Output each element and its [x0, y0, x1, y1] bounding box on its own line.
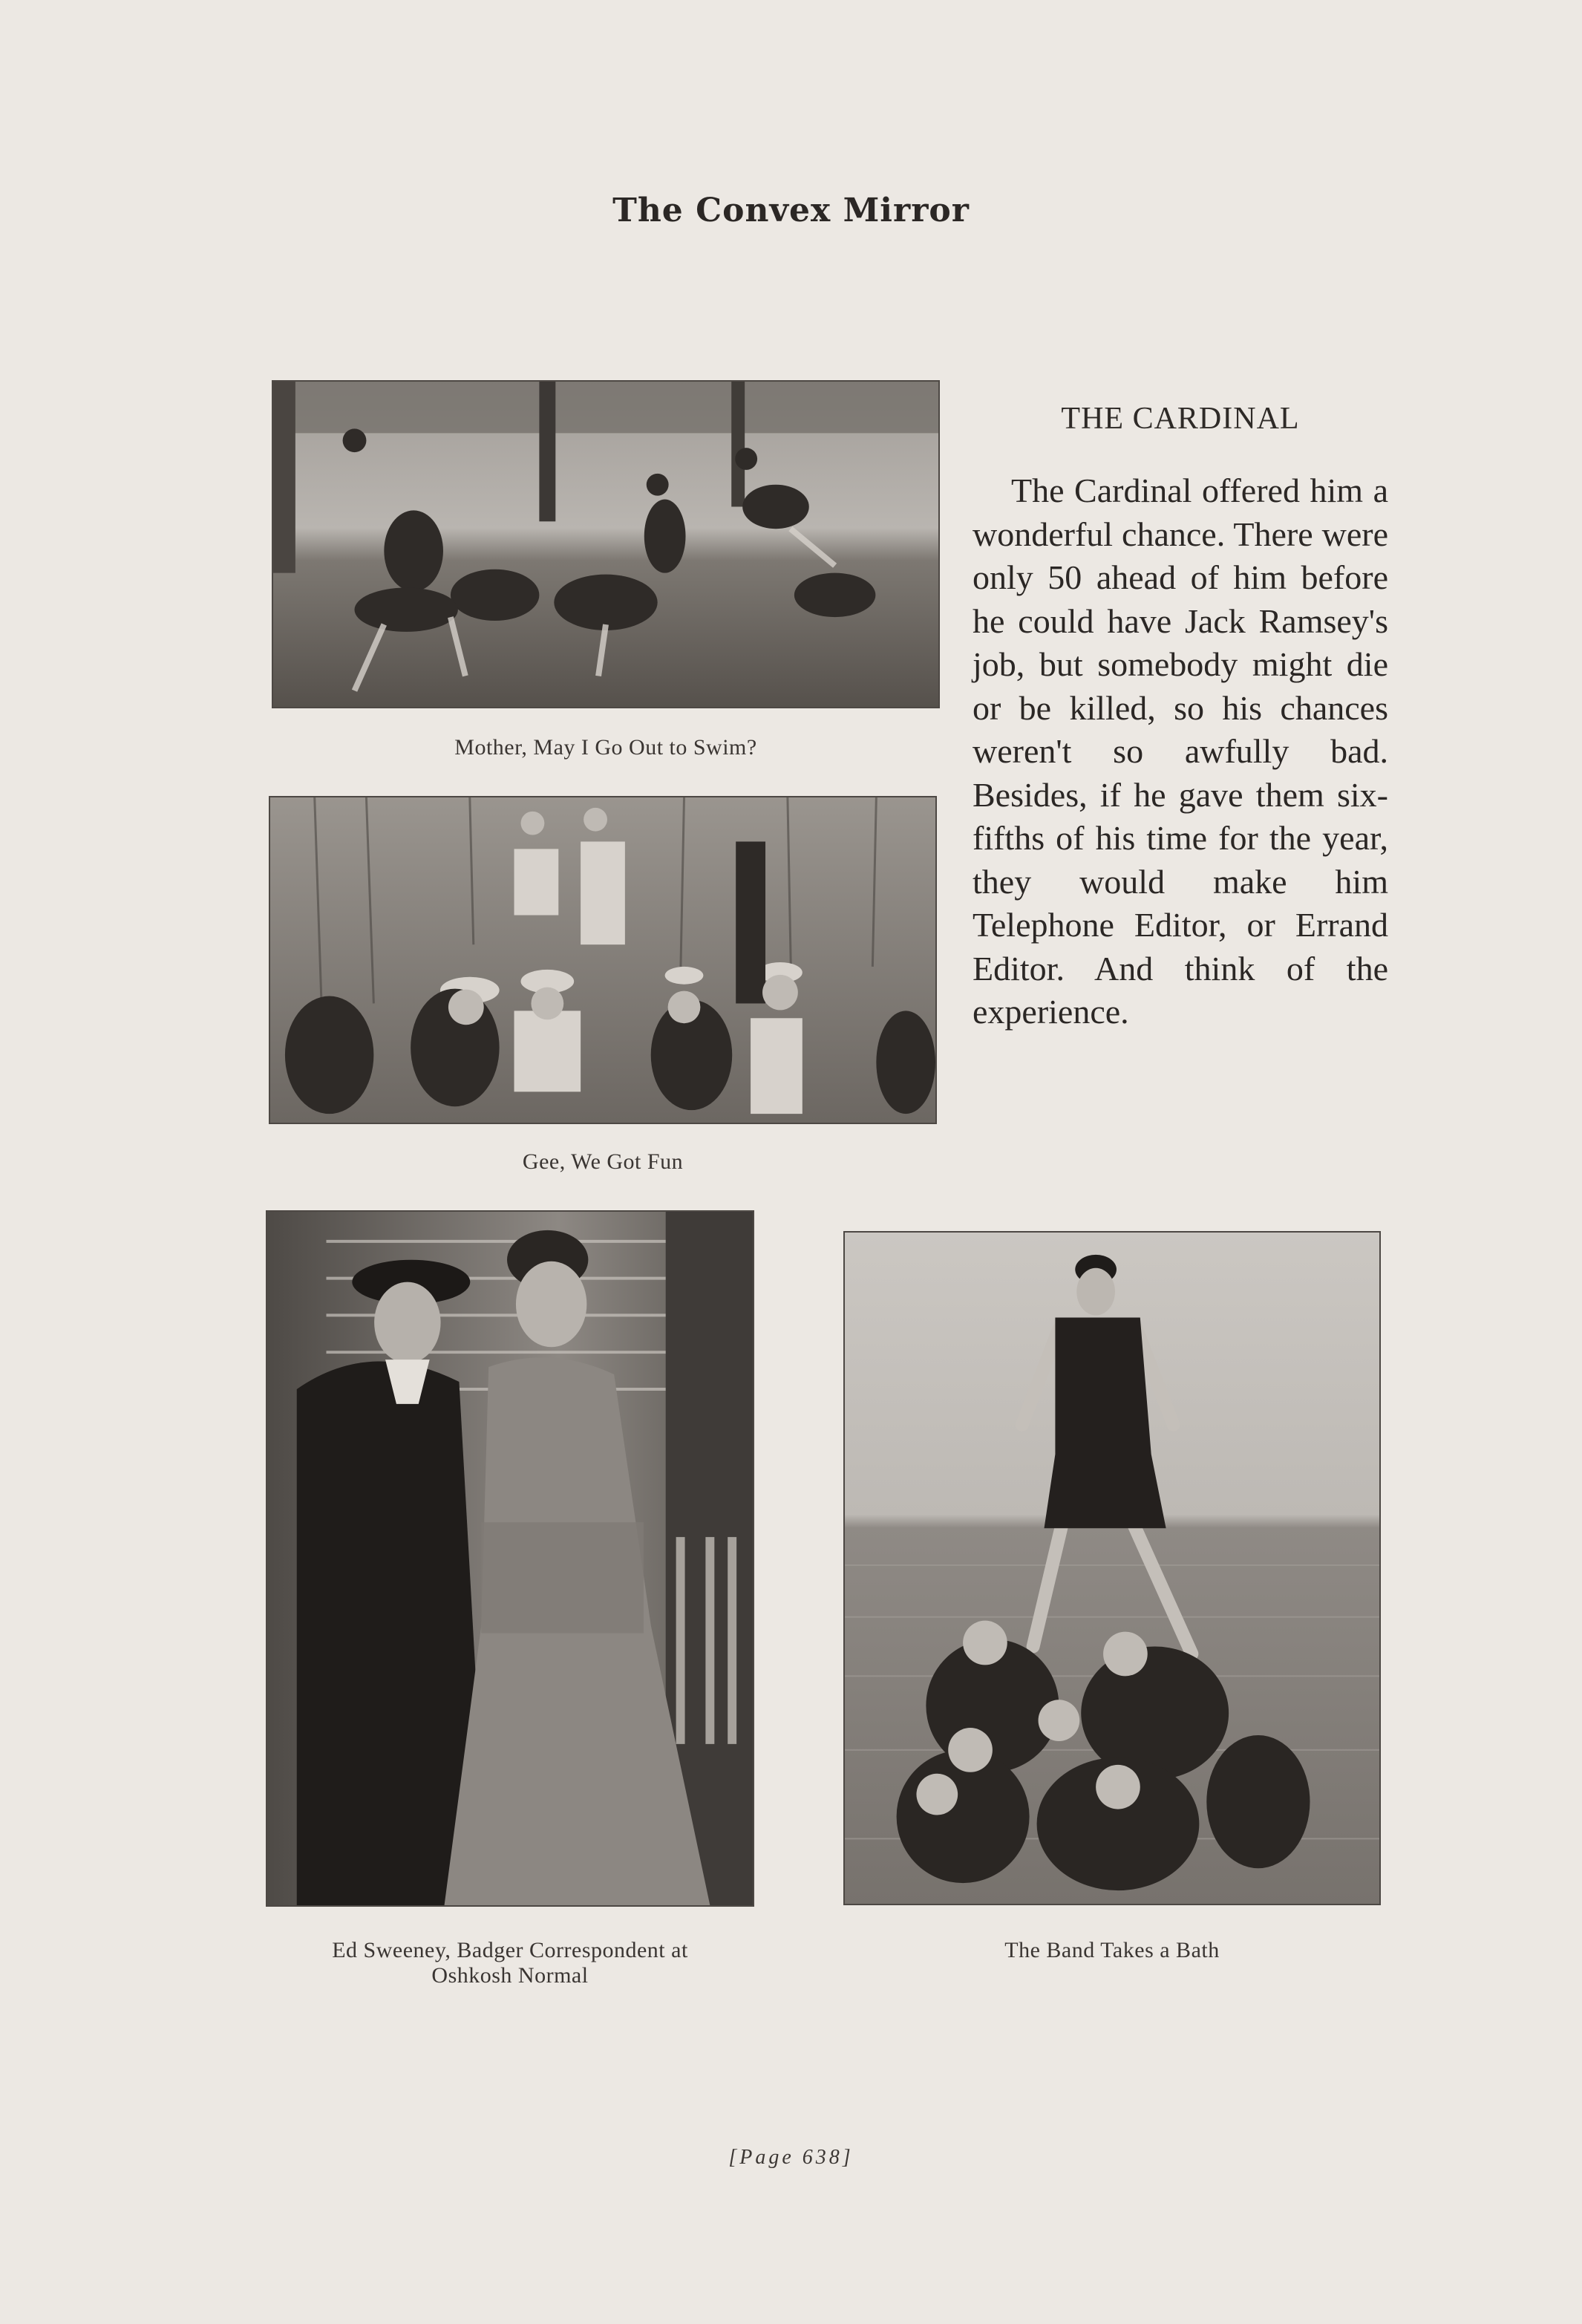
article-body: The Cardinal offered him a wonderful chance. There were only 50 ahead of him before he could have Jack Ramsey's job, but somebody might die or be killed, so his chances weren't so awfully bad. Besides, if he gave them six-fifths of his time for the year, they would make him Telephone Editor, or Errand Editor. And think of the experience. — [973, 471, 1388, 1031]
photo-caption: Gee, We Got Fun — [522, 1149, 684, 1174]
photo-caption: Mother, May I Go Out to Swim? — [454, 735, 757, 760]
page-number: [Page 638] — [728, 2146, 854, 2169]
photo-band-pyramid — [843, 1231, 1381, 1905]
article-title: THE CARDINAL — [1061, 402, 1300, 436]
running-header-title: The Convex Mirror — [612, 192, 970, 229]
photo-couple-portrait — [266, 1210, 754, 1907]
photo-caption-line-2: Oshkosh Normal — [431, 1963, 589, 1988]
photo-caption-line-1: Ed Sweeney, Badger Correspondent at — [332, 1938, 688, 1962]
photo-group-picnic — [269, 796, 937, 1124]
photo-caption: The Band Takes a Bath — [1004, 1938, 1220, 1962]
photo-swimmers-leapfrog — [272, 380, 940, 708]
